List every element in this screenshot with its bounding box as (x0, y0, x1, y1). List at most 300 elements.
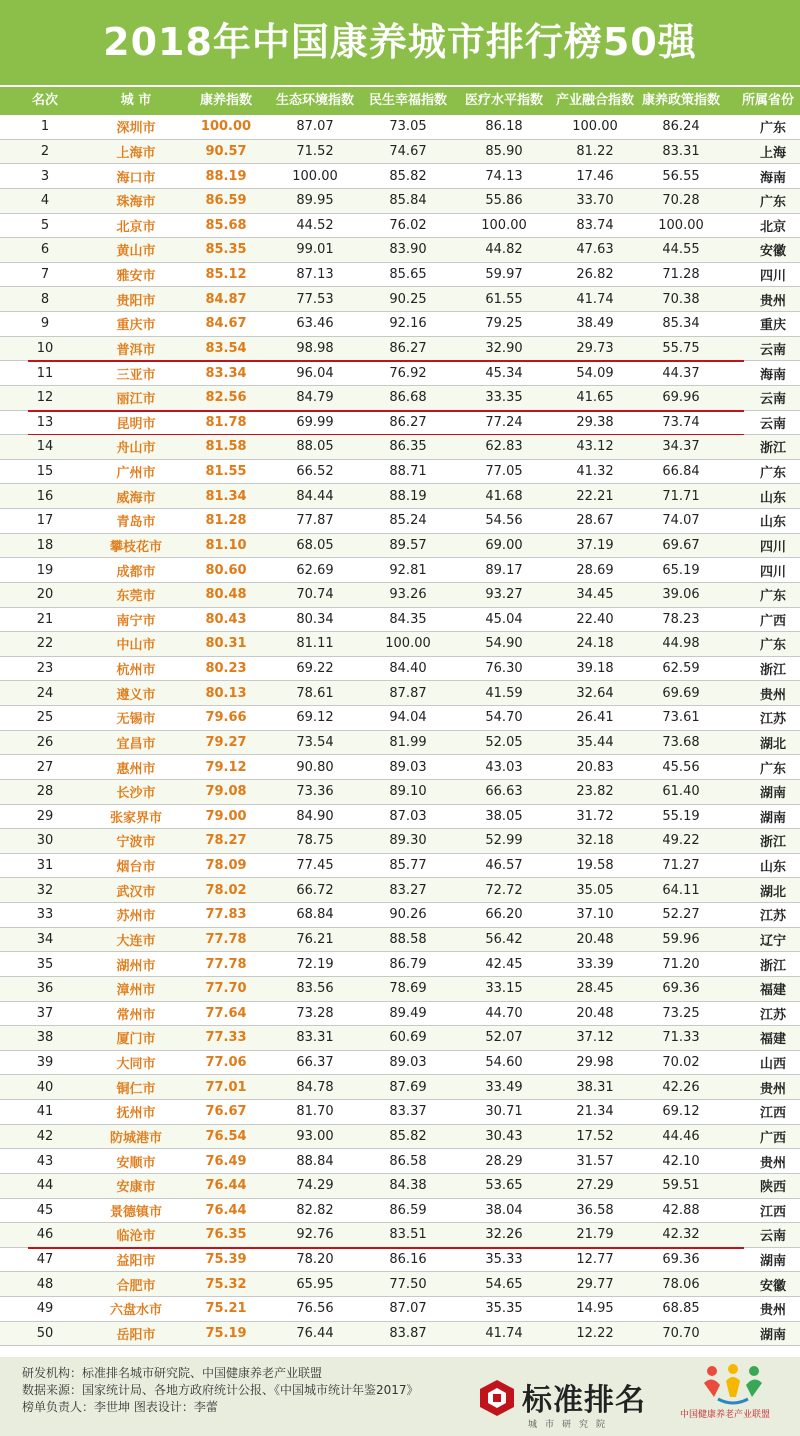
cell-rank: 40 (36, 1079, 54, 1095)
table-row (0, 780, 800, 805)
cell-livelihood-index: 60.69 (389, 1030, 427, 1046)
table-row (0, 558, 800, 583)
cell-policy-index: 70.28 (662, 193, 700, 209)
table-row (0, 411, 800, 436)
cell-city: 大同市 (116, 1057, 156, 1073)
cell-medical-index: 28.29 (485, 1153, 523, 1169)
cell-province: 安徽 (759, 244, 786, 260)
cell-medical-index: 41.68 (485, 488, 523, 504)
cell-livelihood-index: 88.71 (389, 464, 427, 480)
cell-ecology-index: 93.00 (296, 1128, 334, 1144)
cell-policy-index: 69.96 (662, 390, 700, 406)
cell-ecology-index: 63.46 (296, 316, 334, 332)
cell-rank: 50 (36, 1325, 54, 1341)
table-row (0, 583, 800, 608)
cell-policy-index: 70.70 (662, 1325, 700, 1341)
cell-city: 铜仁市 (116, 1081, 156, 1097)
table-row (0, 115, 800, 140)
cell-policy-index: 71.28 (662, 267, 700, 283)
cell-medical-index: 66.63 (485, 784, 523, 800)
cell-wellness-index: 77.78 (205, 931, 247, 947)
footer-line-org: 研发机构：标准排名城市研究院、中国健康养老产业联盟 (22, 1366, 323, 1380)
cell-province: 贵州 (759, 293, 786, 309)
cell-province: 贵州 (759, 1155, 786, 1171)
cell-livelihood-index: 86.79 (389, 956, 427, 972)
table-row (0, 1149, 800, 1174)
cell-province: 山东 (759, 490, 786, 506)
cell-policy-index: 73.74 (662, 414, 700, 430)
cell-medical-index: 44.82 (485, 242, 523, 258)
cell-ecology-index: 78.20 (296, 1252, 334, 1268)
cell-policy-index: 68.85 (662, 1301, 700, 1317)
cell-ecology-index: 77.87 (296, 513, 334, 529)
cell-rank: 14 (36, 439, 54, 455)
cell-city: 惠州市 (116, 761, 156, 777)
cell-livelihood-index: 85.24 (389, 513, 427, 529)
cell-rank: 18 (36, 537, 54, 553)
cell-livelihood-index: 85.82 (389, 168, 427, 184)
cell-ecology-index: 77.45 (296, 858, 334, 874)
cell-city: 昆明市 (116, 416, 156, 432)
cell-industry-index: 54.09 (576, 365, 614, 381)
cell-rank: 9 (40, 316, 50, 332)
cell-livelihood-index: 87.69 (389, 1079, 427, 1095)
cell-industry-index: 26.41 (576, 710, 614, 726)
table-row (0, 854, 800, 879)
cell-city: 武汉市 (116, 884, 156, 900)
cell-city: 贵阳市 (116, 293, 156, 309)
cell-livelihood-index: 89.10 (389, 784, 427, 800)
footer-credits (22, 1365, 419, 1416)
cell-ecology-index: 82.82 (296, 1202, 334, 1218)
cell-wellness-index: 81.10 (205, 537, 247, 553)
cell-livelihood-index: 84.38 (389, 1178, 427, 1194)
cell-rank: 47 (36, 1252, 54, 1268)
cell-city: 安顺市 (116, 1155, 156, 1171)
cell-rank: 17 (36, 513, 54, 529)
cell-livelihood-index: 81.99 (389, 734, 427, 750)
cell-medical-index: 72.72 (485, 882, 523, 898)
cell-province: 四川 (759, 564, 786, 580)
cell-wellness-index: 79.66 (205, 710, 247, 726)
table-row (0, 534, 800, 559)
cell-city: 珠海市 (116, 195, 156, 211)
cell-livelihood-index: 89.57 (389, 537, 427, 553)
cell-ecology-index: 76.21 (296, 931, 334, 947)
cell-ecology-index: 98.98 (296, 340, 334, 356)
cell-ecology-index: 69.99 (296, 414, 334, 430)
table-row (0, 1248, 800, 1273)
cell-policy-index: 73.61 (662, 710, 700, 726)
cell-ecology-index: 84.44 (296, 488, 334, 504)
table-header (0, 85, 800, 115)
header-rank: 名次 (31, 93, 58, 108)
cell-city: 常州市 (116, 1007, 156, 1023)
cell-livelihood-index: 89.03 (389, 759, 427, 775)
cell-province: 辽宁 (759, 933, 786, 949)
cell-rank: 21 (36, 611, 54, 627)
cell-province: 云南 (759, 1229, 786, 1245)
cell-policy-index: 69.36 (662, 981, 700, 997)
cell-ecology-index: 96.04 (296, 365, 334, 381)
cell-policy-index: 71.27 (662, 858, 700, 874)
standard-ranking-logo (478, 1375, 678, 1431)
cell-wellness-index: 77.64 (205, 1005, 247, 1021)
table-row (0, 1002, 800, 1027)
cell-wellness-index: 75.32 (205, 1276, 247, 1292)
cell-policy-index: 83.31 (662, 143, 700, 159)
page-title: 2018年中国康养城市排行榜50强 (0, 0, 800, 85)
table-row (0, 460, 800, 485)
cell-ecology-index: 68.05 (296, 537, 334, 553)
cell-wellness-index: 78.27 (205, 833, 247, 849)
alliance-people-icon (698, 1363, 768, 1407)
table-row (0, 1075, 800, 1100)
cell-wellness-index: 76.35 (205, 1227, 247, 1243)
cell-wellness-index: 77.33 (205, 1030, 247, 1046)
cell-wellness-index: 80.23 (205, 661, 247, 677)
cell-industry-index: 21.34 (576, 1104, 614, 1120)
cell-medical-index: 79.25 (485, 316, 523, 332)
cell-province: 江西 (759, 1106, 786, 1122)
cell-ecology-index: 76.56 (296, 1301, 334, 1317)
cell-rank: 15 (36, 464, 54, 480)
cell-province: 山东 (759, 515, 786, 531)
cell-livelihood-index: 89.49 (389, 1005, 427, 1021)
cell-livelihood-index: 76.92 (389, 365, 427, 381)
cell-policy-index: 56.55 (662, 168, 700, 184)
cell-province: 陕西 (759, 1180, 786, 1196)
cell-province: 江苏 (759, 712, 786, 728)
cell-province: 云南 (759, 416, 786, 432)
cell-city: 舟山市 (116, 441, 156, 457)
cell-medical-index: 53.65 (485, 1178, 523, 1194)
cell-medical-index: 32.26 (485, 1227, 523, 1243)
cell-city: 岳阳市 (116, 1327, 156, 1343)
cell-policy-index: 62.59 (662, 661, 700, 677)
cell-medical-index: 61.55 (485, 291, 523, 307)
cell-province: 安徽 (759, 1278, 786, 1294)
cell-industry-index: 41.65 (576, 390, 614, 406)
cell-ecology-index: 71.52 (296, 143, 334, 159)
header-ecology-index: 生态环境指数 (275, 93, 354, 108)
cell-medical-index: 41.59 (485, 685, 523, 701)
cell-ecology-index: 83.56 (296, 981, 334, 997)
cell-medical-index: 93.27 (485, 587, 523, 603)
cell-livelihood-index: 86.59 (389, 1202, 427, 1218)
table-body (0, 115, 800, 1346)
alliance-logo (680, 1363, 784, 1431)
cell-rank: 31 (36, 858, 54, 874)
cell-province: 福建 (759, 1032, 786, 1048)
cell-province: 广东 (759, 121, 786, 137)
cell-ecology-index: 74.29 (296, 1178, 334, 1194)
cell-wellness-index: 84.67 (205, 316, 247, 332)
cell-policy-index: 44.46 (662, 1128, 700, 1144)
cell-province: 浙江 (759, 441, 786, 457)
cell-industry-index: 37.12 (576, 1030, 614, 1046)
cell-medical-index: 69.00 (485, 537, 523, 553)
cell-rank: 25 (36, 710, 54, 726)
cell-province: 云南 (759, 342, 786, 358)
cell-policy-index: 42.32 (662, 1227, 700, 1243)
cell-livelihood-index: 100.00 (385, 636, 431, 652)
cell-city: 重庆市 (116, 318, 156, 334)
cell-ecology-index: 99.01 (296, 242, 334, 258)
alliance-name: 中国健康养老产业联盟 (680, 1410, 771, 1420)
cell-industry-index: 47.63 (576, 242, 614, 258)
cell-ecology-index: 88.05 (296, 439, 334, 455)
cell-medical-index: 55.86 (485, 193, 523, 209)
cell-city: 广州市 (116, 466, 156, 482)
cell-city: 抚州市 (116, 1106, 156, 1122)
cell-medical-index: 89.17 (485, 562, 523, 578)
cell-industry-index: 12.77 (576, 1252, 614, 1268)
cell-policy-index: 59.51 (662, 1178, 700, 1194)
cell-rank: 24 (36, 685, 54, 701)
cell-province: 江苏 (759, 909, 786, 925)
cell-city: 长沙市 (116, 786, 156, 802)
table-row (0, 928, 800, 953)
cell-rank: 38 (36, 1030, 54, 1046)
cell-industry-index: 31.72 (576, 808, 614, 824)
cell-ecology-index: 62.69 (296, 562, 334, 578)
cell-industry-index: 29.98 (576, 1055, 614, 1071)
cell-ecology-index: 76.44 (296, 1325, 334, 1341)
cell-city: 张家界市 (109, 810, 162, 826)
cell-industry-index: 37.19 (576, 537, 614, 553)
cell-rank: 8 (40, 291, 50, 307)
cell-wellness-index: 79.00 (205, 808, 247, 824)
cell-livelihood-index: 87.03 (389, 808, 427, 824)
cell-policy-index: 73.25 (662, 1005, 700, 1021)
cell-ecology-index: 65.95 (296, 1276, 334, 1292)
cell-policy-index: 52.27 (662, 907, 700, 923)
cell-medical-index: 33.15 (485, 981, 523, 997)
footer (0, 1357, 800, 1436)
cell-medical-index: 54.56 (485, 513, 523, 529)
cell-wellness-index: 81.78 (205, 414, 247, 430)
cell-rank: 2 (40, 143, 50, 159)
cell-province: 广东 (759, 761, 786, 777)
cell-industry-index: 20.48 (576, 1005, 614, 1021)
table-row (0, 1100, 800, 1125)
cell-policy-index: 42.26 (662, 1079, 700, 1095)
table-row (0, 1223, 800, 1248)
cell-wellness-index: 77.78 (205, 956, 247, 972)
cell-policy-index: 55.19 (662, 808, 700, 824)
cell-livelihood-index: 88.19 (389, 488, 427, 504)
cell-province: 广西 (759, 613, 786, 629)
cell-wellness-index: 76.67 (205, 1104, 247, 1120)
cell-industry-index: 17.52 (576, 1128, 614, 1144)
cell-industry-index: 22.21 (576, 488, 614, 504)
cell-rank: 19 (36, 562, 54, 578)
cell-province: 湖北 (759, 884, 786, 900)
table-row (0, 755, 800, 780)
cell-wellness-index: 75.19 (205, 1325, 247, 1341)
cell-city: 苏州市 (116, 909, 156, 925)
cell-policy-index: 69.67 (662, 537, 700, 553)
cell-wellness-index: 85.68 (205, 217, 247, 233)
cell-rank: 39 (36, 1055, 54, 1071)
cell-industry-index: 34.45 (576, 587, 614, 603)
cell-industry-index: 20.48 (576, 931, 614, 947)
cell-industry-index: 33.39 (576, 956, 614, 972)
cell-ecology-index: 77.53 (296, 291, 334, 307)
cell-industry-index: 29.77 (576, 1276, 614, 1292)
cell-rank: 23 (36, 661, 54, 677)
cell-policy-index: 69.69 (662, 685, 700, 701)
cell-industry-index: 19.58 (576, 858, 614, 874)
cell-industry-index: 32.64 (576, 685, 614, 701)
cell-ecology-index: 73.36 (296, 784, 334, 800)
cell-rank: 49 (36, 1301, 54, 1317)
cell-wellness-index: 81.28 (205, 513, 247, 529)
cell-policy-index: 49.22 (662, 833, 700, 849)
logo-text: 标准排名 (522, 1383, 646, 1418)
cell-policy-index: 59.96 (662, 931, 700, 947)
cell-ecology-index: 44.52 (296, 217, 334, 233)
table-row (0, 657, 800, 682)
cell-wellness-index: 77.83 (205, 907, 247, 923)
cell-city: 安康市 (116, 1180, 156, 1196)
cell-policy-index: 42.10 (662, 1153, 700, 1169)
cell-livelihood-index: 90.25 (389, 291, 427, 307)
cell-province: 江苏 (759, 1007, 786, 1023)
cell-ecology-index: 69.22 (296, 661, 334, 677)
cell-policy-index: 85.34 (662, 316, 700, 332)
cell-city: 景德镇市 (109, 1204, 162, 1220)
cell-livelihood-index: 86.58 (389, 1153, 427, 1169)
cell-rank: 3 (40, 168, 50, 184)
cell-livelihood-index: 85.65 (389, 267, 427, 283)
cell-city: 湖州市 (116, 958, 156, 974)
cell-policy-index: 34.37 (662, 439, 700, 455)
cell-rank: 5 (40, 217, 50, 233)
cell-policy-index: 61.40 (662, 784, 700, 800)
table-row (0, 312, 800, 337)
cell-livelihood-index: 85.82 (389, 1128, 427, 1144)
cell-livelihood-index: 83.37 (389, 1104, 427, 1120)
cell-policy-index: 44.98 (662, 636, 700, 652)
cell-province: 贵州 (759, 687, 786, 703)
cell-livelihood-index: 83.51 (389, 1227, 427, 1243)
cell-medical-index: 77.24 (485, 414, 523, 430)
cell-rank: 43 (36, 1153, 54, 1169)
table-row (0, 1125, 800, 1150)
cell-medical-index: 86.18 (485, 119, 523, 135)
cell-medical-index: 54.60 (485, 1055, 523, 1071)
table-row (0, 337, 800, 362)
cell-wellness-index: 81.55 (205, 464, 247, 480)
cell-policy-index: 73.68 (662, 734, 700, 750)
cell-ecology-index: 89.95 (296, 193, 334, 209)
cell-city: 三亚市 (116, 367, 156, 383)
table-row (0, 238, 800, 263)
cell-rank: 13 (36, 414, 54, 430)
cell-medical-index: 32.90 (485, 340, 523, 356)
cell-city: 上海市 (116, 145, 156, 161)
cell-wellness-index: 85.35 (205, 242, 247, 258)
header-city: 城 市 (120, 93, 152, 108)
cell-city: 六盘水市 (109, 1303, 162, 1319)
cell-livelihood-index: 94.04 (389, 710, 427, 726)
cell-policy-index: 66.84 (662, 464, 700, 480)
cell-livelihood-index: 88.58 (389, 931, 427, 947)
table-row (0, 608, 800, 633)
cell-industry-index: 12.22 (576, 1325, 614, 1341)
cell-city: 攀枝花市 (109, 539, 162, 555)
cell-policy-index: 65.19 (662, 562, 700, 578)
cell-province: 广东 (759, 466, 786, 482)
cell-industry-index: 43.12 (576, 439, 614, 455)
header-wellness-index: 康养指数 (199, 93, 252, 108)
cell-livelihood-index: 74.67 (389, 143, 427, 159)
cell-policy-index: 45.56 (662, 759, 700, 775)
cell-rank: 16 (36, 488, 54, 504)
table-row (0, 435, 800, 460)
cell-livelihood-index: 92.81 (389, 562, 427, 578)
cell-livelihood-index: 84.35 (389, 611, 427, 627)
table-row (0, 706, 800, 731)
cell-livelihood-index: 73.05 (389, 119, 427, 135)
cell-ecology-index: 69.12 (296, 710, 334, 726)
cell-ecology-index: 100.00 (292, 168, 338, 184)
cell-wellness-index: 79.12 (205, 759, 247, 775)
cell-medical-index: 44.70 (485, 1005, 523, 1021)
cell-industry-index: 24.18 (576, 636, 614, 652)
cell-rank: 44 (36, 1178, 54, 1194)
cell-province: 浙江 (759, 663, 786, 679)
table-row (0, 952, 800, 977)
table-row (0, 632, 800, 657)
table-row (0, 1272, 800, 1297)
cell-livelihood-index: 76.02 (389, 217, 427, 233)
cell-medical-index: 54.65 (485, 1276, 523, 1292)
table-row (0, 287, 800, 312)
table-row (0, 903, 800, 928)
cell-wellness-index: 83.54 (205, 340, 247, 356)
table-row (0, 263, 800, 288)
cell-ecology-index: 81.11 (296, 636, 334, 652)
cell-livelihood-index: 86.35 (389, 439, 427, 455)
cell-rank: 30 (36, 833, 54, 849)
cell-medical-index: 30.71 (485, 1104, 523, 1120)
cell-ecology-index: 90.80 (296, 759, 334, 775)
cell-medical-index: 45.34 (485, 365, 523, 381)
cell-ecology-index: 84.90 (296, 808, 334, 824)
cell-rank: 33 (36, 907, 54, 923)
cell-city: 威海市 (116, 490, 156, 506)
cell-rank: 11 (36, 365, 54, 381)
cell-policy-index: 71.33 (662, 1030, 700, 1046)
cell-wellness-index: 79.08 (205, 784, 247, 800)
table-row (0, 1297, 800, 1322)
cell-rank: 29 (36, 808, 54, 824)
table-row (0, 1199, 800, 1224)
cell-medical-index: 35.33 (485, 1252, 523, 1268)
table-row (0, 878, 800, 903)
cell-province: 湖北 (759, 736, 786, 752)
cell-wellness-index: 80.60 (205, 562, 247, 578)
cell-ecology-index: 68.84 (296, 907, 334, 923)
cell-livelihood-index: 92.16 (389, 316, 427, 332)
cell-wellness-index: 75.39 (205, 1252, 247, 1268)
cell-wellness-index: 86.59 (205, 193, 247, 209)
cell-medical-index: 46.57 (485, 858, 523, 874)
cell-province: 湖南 (759, 786, 786, 802)
